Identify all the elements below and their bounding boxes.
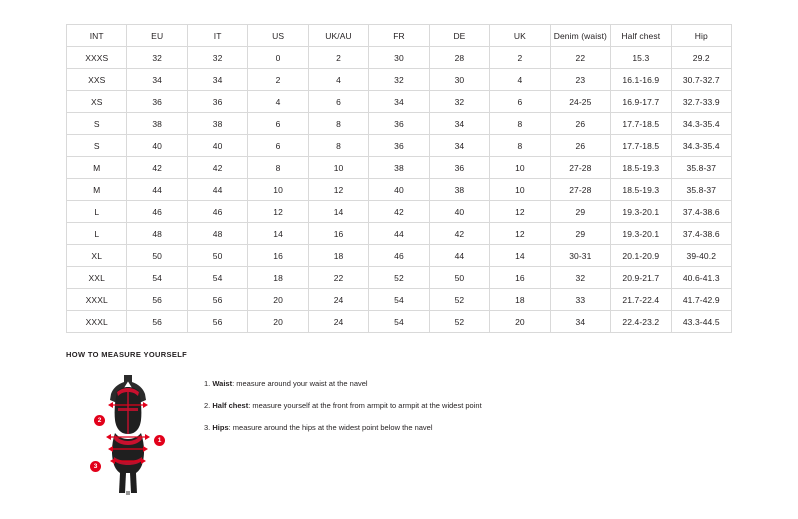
instruction-number: 2. — [204, 401, 211, 411]
table-cell: 41.7-42.9 — [671, 289, 731, 311]
table-cell: 16.9-17.7 — [611, 91, 671, 113]
table-cell: 2 — [248, 69, 308, 91]
table-cell: 34.3-35.4 — [671, 113, 731, 135]
table-cell: 36 — [369, 135, 429, 157]
table-cell: 8 — [308, 113, 368, 135]
table-cell: 14 — [308, 201, 368, 223]
instruction-term: Hips — [212, 423, 229, 433]
table-cell: 17.7-18.5 — [611, 113, 671, 135]
table-cell: 40.6-41.3 — [671, 267, 731, 289]
table-cell: 50 — [187, 245, 247, 267]
column-header: UK — [490, 25, 550, 47]
table-cell: 52 — [429, 311, 489, 333]
table-cell: 54 — [127, 267, 187, 289]
table-cell: 56 — [187, 289, 247, 311]
table-cell: 42 — [429, 223, 489, 245]
table-cell: 4 — [490, 69, 550, 91]
table-cell: 12 — [248, 201, 308, 223]
table-cell: 12 — [308, 179, 368, 201]
table-cell: 10 — [248, 179, 308, 201]
table-cell: 30-31 — [550, 245, 610, 267]
table-cell: 34 — [187, 69, 247, 91]
table-cell: 2 — [308, 47, 368, 69]
table-cell: 22 — [308, 267, 368, 289]
table-row — [67, 69, 732, 91]
table-cell: 40 — [187, 135, 247, 157]
column-header: US — [248, 25, 308, 47]
column-header: Hip — [671, 25, 731, 47]
table-cell: 36 — [369, 113, 429, 135]
table-cell: 36 — [127, 91, 187, 113]
table-cell: 8 — [248, 157, 308, 179]
table-cell: 46 — [369, 245, 429, 267]
column-header: UK/AU — [308, 25, 368, 47]
table-cell: XXXL — [67, 311, 127, 333]
table-cell: 20.9-21.7 — [611, 267, 671, 289]
instruction-text: : measure around the hips at the widest point below the navel — [228, 423, 433, 433]
table-cell: 20 — [248, 311, 308, 333]
table-cell: 4 — [248, 91, 308, 113]
table-cell: 20 — [248, 289, 308, 311]
table-cell: 50 — [429, 267, 489, 289]
table-cell: 24 — [308, 289, 368, 311]
table-cell: 26 — [550, 113, 610, 135]
table-cell: M — [67, 179, 127, 201]
table-cell: 40 — [429, 201, 489, 223]
column-header: DE — [429, 25, 489, 47]
mannequin-icon — [106, 375, 150, 495]
column-header: INT — [67, 25, 127, 47]
table-cell: 10 — [490, 157, 550, 179]
table-cell: 27-28 — [550, 179, 610, 201]
table-cell: 18 — [248, 267, 308, 289]
table-cell: 36 — [429, 157, 489, 179]
table-cell: 56 — [127, 289, 187, 311]
table-cell: XL — [67, 245, 127, 267]
table-cell: 38 — [187, 113, 247, 135]
column-header: Half chest — [611, 25, 671, 47]
instruction-number: 3. — [204, 423, 211, 433]
table-cell: 32 — [429, 91, 489, 113]
table-header-row — [67, 25, 732, 47]
size-table-body — [67, 47, 732, 333]
table-cell: 21.7-22.4 — [611, 289, 671, 311]
table-cell: 43.3-44.5 — [671, 311, 731, 333]
table-cell: 37.4-38.6 — [671, 223, 731, 245]
table-cell: 0 — [248, 47, 308, 69]
how-to-measure-body — [66, 369, 746, 504]
table-cell: 56 — [127, 311, 187, 333]
table-cell: 6 — [490, 91, 550, 113]
table-cell: 30.7-32.7 — [671, 69, 731, 91]
measure-instructions — [204, 369, 482, 445]
table-cell: 24-25 — [550, 91, 610, 113]
table-cell: 22.4-23.2 — [611, 311, 671, 333]
table-cell: 29.2 — [671, 47, 731, 69]
marker-2: 2 — [94, 415, 105, 426]
table-cell: 46 — [127, 201, 187, 223]
table-cell: 10 — [308, 157, 368, 179]
table-cell: 16 — [308, 223, 368, 245]
table-cell: 6 — [248, 113, 308, 135]
table-cell: 44 — [127, 179, 187, 201]
table-cell: 34 — [429, 113, 489, 135]
table-cell: 16 — [490, 267, 550, 289]
table-cell: 29 — [550, 201, 610, 223]
table-cell: 32 — [187, 47, 247, 69]
table-cell: 44 — [369, 223, 429, 245]
table-cell: 38 — [369, 157, 429, 179]
table-cell: 34.3-35.4 — [671, 135, 731, 157]
table-cell: 8 — [308, 135, 368, 157]
table-cell: L — [67, 223, 127, 245]
table-cell: 50 — [127, 245, 187, 267]
table-cell: 28 — [429, 47, 489, 69]
table-row — [67, 157, 732, 179]
instruction-item — [204, 401, 482, 411]
table-cell: 48 — [127, 223, 187, 245]
table-cell: L — [67, 201, 127, 223]
table-cell: XXXS — [67, 47, 127, 69]
mannequin-figure — [66, 369, 188, 504]
table-row — [67, 289, 732, 311]
table-cell: 26 — [550, 135, 610, 157]
instruction-term: Waist — [212, 379, 233, 388]
table-cell: 19.3-20.1 — [611, 223, 671, 245]
table-cell: 34 — [369, 91, 429, 113]
table-cell: 32 — [127, 47, 187, 69]
table-cell: 18.5-19.3 — [611, 157, 671, 179]
table-cell: 27-28 — [550, 157, 610, 179]
table-cell: 52 — [369, 267, 429, 289]
how-to-measure-section — [66, 350, 746, 504]
table-cell: 48 — [187, 223, 247, 245]
table-cell: 19.3-20.1 — [611, 201, 671, 223]
table-cell: 42 — [187, 157, 247, 179]
table-row — [67, 135, 732, 157]
table-cell: 2 — [490, 47, 550, 69]
table-cell: 30 — [429, 69, 489, 91]
table-cell: XS — [67, 91, 127, 113]
table-cell: 14 — [248, 223, 308, 245]
table-cell: 32 — [369, 69, 429, 91]
table-cell: S — [67, 135, 127, 157]
table-cell: 34 — [429, 135, 489, 157]
table-cell: 44 — [429, 245, 489, 267]
table-row — [67, 201, 732, 223]
table-cell: S — [67, 113, 127, 135]
instruction-text: : measure yourself at the front from armpit to armpit at the widest point — [248, 401, 482, 411]
column-header: IT — [187, 25, 247, 47]
size-table-container — [66, 24, 732, 333]
how-to-measure-title: HOW TO MEASURE YOURSELF — [66, 350, 188, 359]
size-table — [66, 24, 732, 333]
table-row — [67, 267, 732, 289]
column-header: EU — [127, 25, 187, 47]
table-cell: 18 — [308, 245, 368, 267]
table-cell: 40 — [369, 179, 429, 201]
table-cell: 14 — [490, 245, 550, 267]
table-cell: 52 — [429, 289, 489, 311]
table-cell: 34 — [550, 311, 610, 333]
table-cell: 42 — [127, 157, 187, 179]
column-header: Denim (waist) — [550, 25, 610, 47]
table-cell: 29 — [550, 223, 610, 245]
table-cell: 18 — [490, 289, 550, 311]
table-row — [67, 47, 732, 69]
marker-1: 1 — [154, 435, 165, 446]
table-cell: 46 — [187, 201, 247, 223]
instruction-text: : measure around your waist at the navel — [232, 379, 368, 388]
table-cell: 35.8-37 — [671, 157, 731, 179]
table-cell: XXXL — [67, 289, 127, 311]
table-cell: 18.5-19.3 — [611, 179, 671, 201]
table-cell: 36 — [187, 91, 247, 113]
table-cell: 4 — [308, 69, 368, 91]
table-cell: 42 — [369, 201, 429, 223]
size-table-head — [67, 25, 732, 47]
table-cell: XXL — [67, 267, 127, 289]
table-row — [67, 179, 732, 201]
table-cell: 24 — [308, 311, 368, 333]
table-cell: 35.8-37 — [671, 179, 731, 201]
table-cell: 16.1-16.9 — [611, 69, 671, 91]
table-cell: 54 — [369, 289, 429, 311]
table-row — [67, 223, 732, 245]
table-cell: 8 — [490, 135, 550, 157]
table-cell: 16 — [248, 245, 308, 267]
table-cell: 44 — [187, 179, 247, 201]
instruction-term: Half chest — [212, 401, 249, 411]
table-cell: 20 — [490, 311, 550, 333]
instruction-number: 1. — [204, 379, 211, 388]
table-row — [67, 113, 732, 135]
table-cell: 54 — [369, 311, 429, 333]
table-cell: 12 — [490, 201, 550, 223]
instruction-item — [204, 379, 482, 389]
table-cell: XXS — [67, 69, 127, 91]
table-cell: 15.3 — [611, 47, 671, 69]
table-cell: 33 — [550, 289, 610, 311]
table-cell: 10 — [490, 179, 550, 201]
table-cell: 37.4-38.6 — [671, 201, 731, 223]
table-cell: 32 — [550, 267, 610, 289]
table-cell: 34 — [127, 69, 187, 91]
table-row — [67, 245, 732, 267]
table-cell: 22 — [550, 47, 610, 69]
table-cell: 30 — [369, 47, 429, 69]
table-cell: 32.7-33.9 — [671, 91, 731, 113]
marker-3: 3 — [90, 461, 101, 472]
table-cell: 12 — [490, 223, 550, 245]
table-cell: M — [67, 157, 127, 179]
table-cell: 38 — [127, 113, 187, 135]
table-row — [67, 91, 732, 113]
table-row — [67, 311, 732, 333]
instruction-item — [204, 423, 482, 433]
table-cell: 6 — [248, 135, 308, 157]
table-cell: 23 — [550, 69, 610, 91]
table-cell: 17.7-18.5 — [611, 135, 671, 157]
table-cell: 8 — [490, 113, 550, 135]
table-cell: 6 — [308, 91, 368, 113]
table-cell: 39-40.2 — [671, 245, 731, 267]
table-cell: 38 — [429, 179, 489, 201]
table-cell: 56 — [187, 311, 247, 333]
table-cell: 40 — [127, 135, 187, 157]
table-cell: 20.1-20.9 — [611, 245, 671, 267]
column-header: FR — [369, 25, 429, 47]
table-cell: 54 — [187, 267, 247, 289]
